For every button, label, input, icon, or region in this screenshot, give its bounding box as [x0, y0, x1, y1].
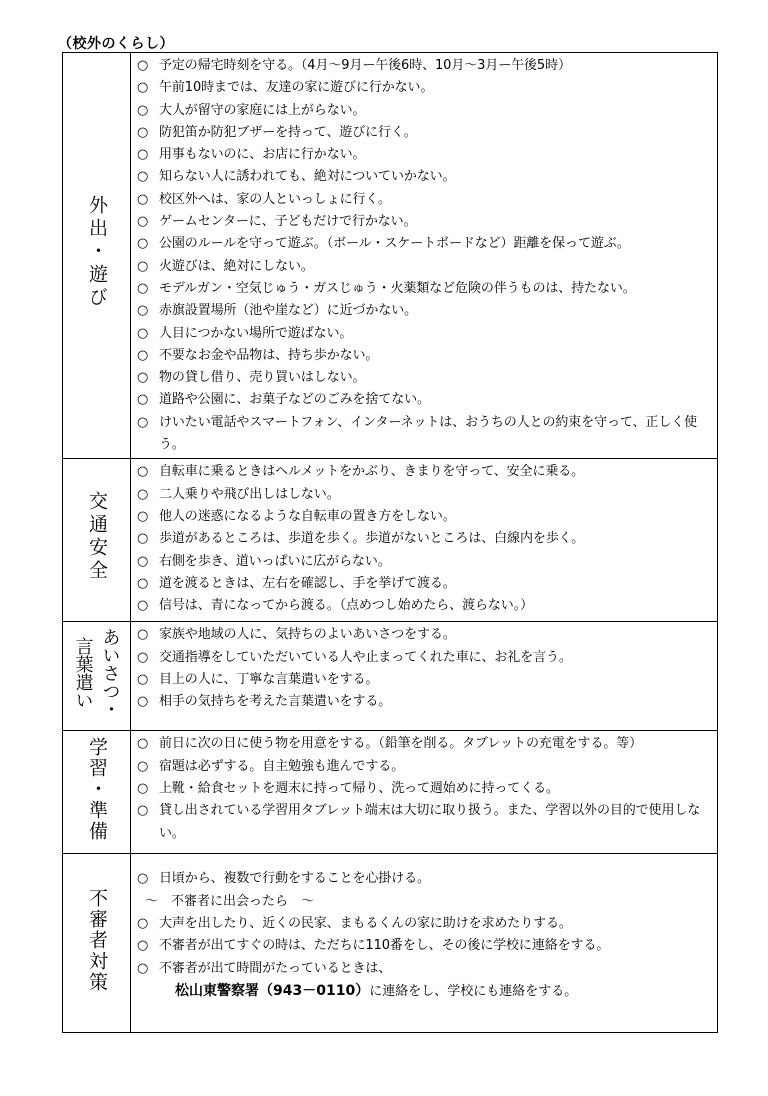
list-item — [137, 551, 711, 573]
item-text: 他人の迷惑になるような自転車の置き方をしない。 — [159, 508, 456, 524]
list-item — [137, 278, 711, 300]
list-item — [137, 122, 711, 144]
item-text: 不審者が出てすぐの時は、ただちに110番をし、その後に学校に連絡をする。 — [159, 938, 610, 954]
item-text: 用事もないのに、お店に行かない。 — [159, 147, 366, 163]
list-item — [137, 412, 711, 457]
item-text: 二人乗りや飛び出しはしない。 — [159, 486, 340, 502]
circle-bullet-icon: ○ — [137, 758, 149, 774]
list-item — [137, 300, 711, 322]
item-text: 火遊びは、絶対にしない。 — [159, 258, 314, 274]
list-item — [137, 144, 711, 166]
list-item — [137, 506, 711, 528]
item-text: 日頃から、複数で行動をすることを心掛ける。 — [159, 871, 430, 887]
list-item — [137, 100, 711, 122]
item-text: 大声を出したり、近くの民家、まもるくんの家に助けを求めたりする。 — [159, 915, 572, 931]
item-text: 自転車に乗るときはヘルメットをかぶり、きまりを守って、安全に乗る。 — [159, 464, 585, 480]
section-greeting — [63, 622, 718, 731]
section-traffic — [63, 459, 718, 622]
circle-bullet-icon: ○ — [137, 938, 149, 954]
item-text: 家族や地域の人に、気持ちのよいあいさつをする。 — [159, 627, 456, 643]
item-text: 前日に次の日に使う物を用意をする。（鉛筆を削る。タブレットの充電をする。等） — [159, 736, 643, 752]
item-text: 交通指導をしていただいている人や止まってくれた車に、お礼を言う。 — [159, 649, 572, 665]
item-text: 赤旗設置場所（池や崖など）に近づかない。 — [159, 303, 418, 319]
circle-bullet-icon: ○ — [137, 508, 149, 524]
circle-bullet-icon: ○ — [137, 627, 149, 643]
section-study — [63, 731, 718, 854]
subheading: ～ 不審者に出会ったら ～ — [145, 893, 315, 909]
circle-bullet-icon: ○ — [137, 280, 149, 296]
list-item — [137, 595, 711, 617]
circle-bullet-icon: ○ — [137, 325, 149, 341]
section-outing — [63, 53, 718, 459]
item-text: 校区外へは、家の人といっしょに行く。 — [159, 191, 391, 207]
circle-bullet-icon: ○ — [137, 464, 149, 480]
page-title: （校外のくらし） — [58, 36, 174, 52]
circle-bullet-icon: ○ — [137, 575, 149, 591]
item-text: 上靴・給食セットを週末に持って帰り、洗って週始めに持ってくる。 — [159, 780, 559, 796]
circle-bullet-icon: ○ — [137, 124, 149, 140]
circle-bullet-icon: ○ — [137, 347, 149, 363]
category-text: 不審者対策 — [86, 887, 108, 993]
item-text: 目上の人に、丁寧な言葉遣いをする。 — [159, 671, 379, 687]
category-text: 学習・準備 — [86, 736, 108, 842]
category-text-col2: 言葉遣い — [72, 637, 94, 710]
item-text: 知らない人に誘われても、絶対についていかない。 — [159, 169, 456, 185]
item-text: 歩道があるところは、歩道を歩く。歩道がないところは、白線内を歩く。 — [159, 531, 585, 547]
circle-bullet-icon: ○ — [137, 370, 149, 386]
category-label-study — [63, 731, 131, 854]
list-item — [137, 461, 711, 483]
circle-bullet-icon: ○ — [137, 392, 149, 408]
circle-bullet-icon: ○ — [137, 871, 149, 887]
item-text: 信号は、青になってから渡る。（点めつし始めたら、渡らない。） — [159, 598, 534, 614]
circle-bullet-icon: ○ — [137, 649, 149, 665]
list-item — [137, 935, 711, 957]
circle-bullet-icon: ○ — [137, 553, 149, 569]
list-item — [137, 573, 711, 595]
circle-bullet-icon: ○ — [137, 671, 149, 687]
category-text: 外出・遊び — [86, 195, 108, 311]
list-item — [137, 256, 711, 278]
circle-bullet-icon: ○ — [137, 214, 149, 230]
circle-bullet-icon: ○ — [137, 258, 149, 274]
circle-bullet-icon: ○ — [137, 169, 149, 185]
outing-items — [131, 53, 718, 459]
list-item — [137, 800, 711, 845]
circle-bullet-icon: ○ — [137, 736, 149, 752]
list-item — [137, 691, 711, 713]
circle-bullet-icon: ○ — [137, 960, 149, 976]
list-item — [137, 367, 711, 389]
item-text: けいたい電話やスマートフォン、インターネットは、おうちの人との約束を守って、正しく使う。 — [159, 414, 698, 453]
list-item — [137, 233, 711, 255]
circle-bullet-icon: ○ — [137, 58, 149, 73]
list-item — [137, 669, 711, 691]
category-label-stranger — [63, 854, 131, 1033]
list-item — [137, 913, 711, 935]
list-item — [137, 55, 711, 77]
circle-bullet-icon: ○ — [137, 598, 149, 614]
item-text: 物の貸し借り、売り買いはしない。 — [159, 370, 366, 386]
contact-instruction: に連絡をし、学校にも連絡をする。 — [369, 983, 578, 999]
list-item — [137, 389, 711, 411]
item-text: 不審者が出て時間がたっているときは、 — [159, 960, 392, 976]
item-text: 不要なお金や品物は、持ち歩かない。 — [159, 347, 379, 363]
list-item — [137, 166, 711, 188]
circle-bullet-icon: ○ — [137, 147, 149, 163]
circle-bullet-icon: ○ — [137, 486, 149, 502]
list-item — [137, 958, 711, 980]
item-text: 右側を歩き、道いっぱいに広がらない。 — [159, 553, 391, 569]
category-label-traffic — [63, 459, 131, 622]
category-text: 交通安全 — [86, 491, 108, 584]
circle-bullet-icon: ○ — [137, 303, 149, 319]
traffic-items — [131, 459, 718, 622]
stranger-items — [131, 854, 718, 1033]
circle-bullet-icon: ○ — [137, 915, 149, 931]
item-text: 午前10時までは、友達の家に遊びに行かない。 — [159, 80, 434, 96]
list-item — [137, 647, 711, 669]
list-item — [137, 323, 711, 345]
study-items — [131, 731, 718, 854]
circle-bullet-icon: ○ — [137, 236, 149, 252]
item-text: 人目につかない場所で遊ばない。 — [159, 325, 353, 341]
greeting-items — [131, 622, 718, 731]
item-text: 予定の帰宅時刻を守る。（4月～9月ー午後6時、10月～3月ー午後5時） — [159, 58, 571, 73]
circle-bullet-icon: ○ — [137, 694, 149, 710]
police-contact — [137, 980, 711, 1003]
category-label-greeting — [63, 622, 131, 731]
item-text: 貸し出されている学習用タブレット端末は大切に取り扱う。また、学習以外の目的で使用しない。 — [159, 803, 701, 841]
item-text: 大人が留守の家庭には上がらない。 — [159, 102, 366, 118]
item-text: 道を渡るときは、左右を確認し、手を挙げて渡る。 — [159, 575, 456, 591]
list-item — [137, 345, 711, 367]
circle-bullet-icon: ○ — [137, 102, 149, 118]
item-text: 道路や公園に、お菓子などのごみを捨てない。 — [159, 392, 430, 408]
list-item — [137, 733, 711, 755]
item-text: 相手の気持ちを考えた言葉遣いをする。 — [159, 694, 392, 710]
police-station-name: 松山東警察署（943－0110） — [175, 982, 370, 999]
category-text-col1: あいさつ・ — [99, 628, 121, 719]
circle-bullet-icon: ○ — [137, 803, 149, 819]
circle-bullet-icon: ○ — [137, 80, 149, 96]
circle-bullet-icon: ○ — [137, 191, 149, 207]
item-text: ゲームセンターに、子どもだけで行かない。 — [159, 214, 417, 230]
list-item — [137, 624, 711, 646]
list-item — [137, 189, 711, 211]
list-item — [137, 484, 711, 506]
list-item — [137, 868, 711, 890]
list-item — [137, 528, 711, 550]
list-item — [137, 77, 711, 99]
circle-bullet-icon: ○ — [137, 531, 149, 547]
item-text: 公園のルールを守って遊ぶ。（ボール・スケートボードなど）距離を保って遊ぶ。 — [159, 236, 630, 252]
category-label-outing — [63, 53, 131, 459]
list-item — [137, 211, 711, 233]
list-item — [137, 756, 711, 778]
section-stranger — [63, 854, 718, 1033]
item-text: 防犯笛か防犯ブザーを持って、遊びに行く。 — [159, 124, 417, 140]
item-text: 宿題は必ずする。自主勉強も進んでする。 — [159, 758, 405, 774]
list-item — [137, 778, 711, 800]
circle-bullet-icon: ○ — [137, 414, 149, 430]
rules-table — [62, 52, 718, 1033]
circle-bullet-icon: ○ — [137, 780, 149, 796]
item-text: モデルガン・空気じゅう・ガスじゅう・火薬類など危険の伴うものは、持たない。 — [159, 280, 636, 296]
